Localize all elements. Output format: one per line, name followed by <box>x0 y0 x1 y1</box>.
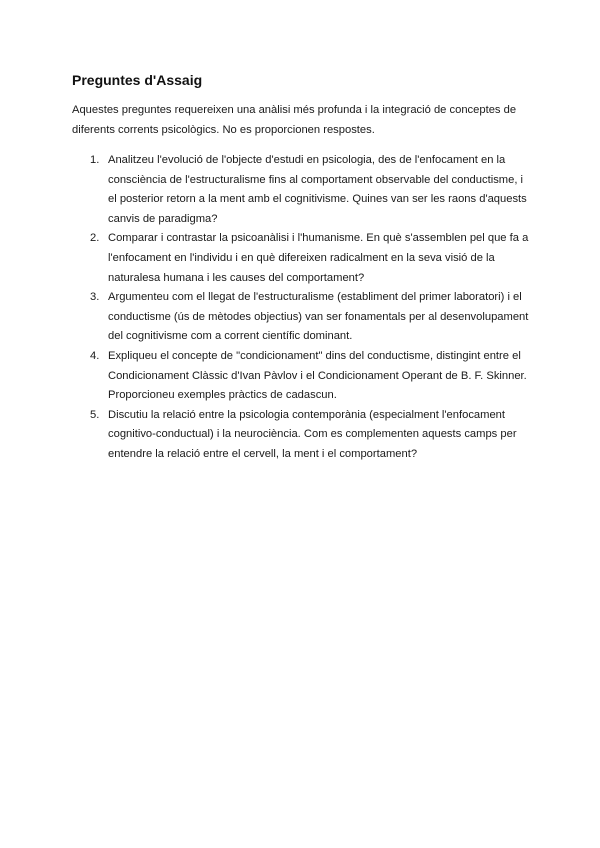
intro-paragraph: Aquestes preguntes requereixen una anàlisi més profunda i la integració de conceptes de diferents corrents psicològics. No es proporcionen respostes. <box>72 104 517 136</box>
question-number: 1. <box>90 154 100 166</box>
question-number: 4. <box>90 349 100 362</box>
question-text: Expliqueu el concepte de "condicionament" dins del conductisme, distingint entre el Condicionament Clàssic d'Ivan Pàvlov i el Condicionament Operant de B. F. Skinner. Proporcioneu exemples pràctics de cadascun. <box>108 349 527 402</box>
question-text: Comparar i contrastar la psicoanàlisi i l'humanisme. En què s'assemblen pel que fa a l'enfocament en l'individu i en què difereixen radicalment en la seva visió de la naturalesa humana i les causes del comportament? <box>108 232 529 284</box>
question-text: Analitzeu l'evolució de l'objecte d'estudi en psicologia, des de l'enfocament en la consciència de l'estructuralisme fins al comportament observable del conductisme, i el posterior retorn a la ment amb el cognitivisme. Quines van ser les raons d'aquests canvis de paradigma? <box>108 154 527 225</box>
page-title: Preguntes d'Assaig <box>72 72 203 88</box>
question-text: Discutiu la relació entre la psicologia contemporània (especialment l'enfocament cognitivo-conductual) i la neurociència. Com es complementen aquests camps per entendre la relació entre el cervell, la ment i el comportament? <box>108 408 517 460</box>
essay-question-2 <box>72 229 534 288</box>
essay-question-4 <box>72 347 534 406</box>
question-number: 3. <box>90 291 100 304</box>
question-text: Argumenteu com el llegat de l'estructuralisme (establiment del primer laboratori) i el conductisme (ús de mètodes objectius) van ser fonamentals per al desenvolupament del cognitivisme com a corrent científic dominant. <box>108 291 529 343</box>
essay-question-3 <box>72 288 534 347</box>
essay-question-list <box>72 151 534 465</box>
essay-question-1 <box>72 151 534 229</box>
essay-question-5 <box>72 406 534 465</box>
question-number: 2. <box>90 232 100 245</box>
question-number: 5. <box>90 408 100 421</box>
